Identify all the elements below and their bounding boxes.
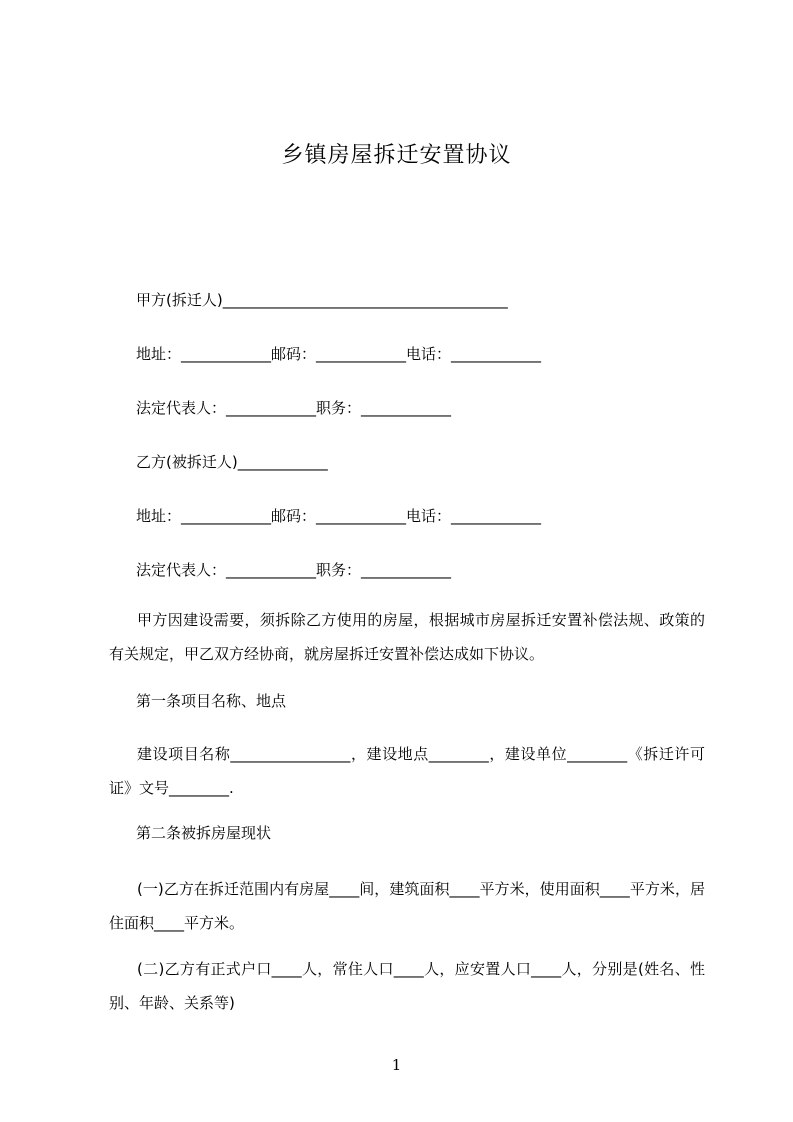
article-2-heading: 第二条被拆房屋现状: [136, 824, 272, 842]
party-b-line: 乙方(被拆迁人)____________: [136, 453, 328, 471]
page-number: 1: [391, 1056, 402, 1074]
article-2-item-1: (一)乙方在拆迁范围内有房屋____间，建筑面积____平方米，使用面积____平方米，居住面积____平方米。: [109, 880, 705, 932]
document-title: 乡镇房屋拆迁安置协议: [281, 143, 512, 168]
party-b-contact-line: 地址：____________邮码：____________电话：____________: [136, 507, 542, 525]
article-1-heading: 第一条项目名称、地点: [136, 692, 287, 710]
party-a-line: 甲方(拆迁人)______________________________________: [136, 291, 508, 309]
article-2-item-2: (二)乙方有正式户口____人，常住人口____人，应安置人口____人，分别是(姓名、性别、年龄、关系等): [109, 960, 705, 1012]
article-1-body: 建设项目名称________________，建设地点________，建设单位________《拆迁许可证》文号________.: [109, 745, 705, 797]
party-a-contact-line: 地址：____________邮码：____________电话：____________: [136, 345, 542, 363]
party-a-representative-line: 法定代表人：____________职务：____________: [136, 399, 452, 417]
preamble-paragraph: 甲方因建设需要，须拆除乙方使用的房屋，根据城市房屋拆迁安置补偿法规、政策的有关规定，甲乙双方经协商，就房屋拆迁安置补偿达成如下协议。: [109, 611, 705, 663]
party-b-representative-line: 法定代表人：____________职务：____________: [136, 561, 452, 579]
